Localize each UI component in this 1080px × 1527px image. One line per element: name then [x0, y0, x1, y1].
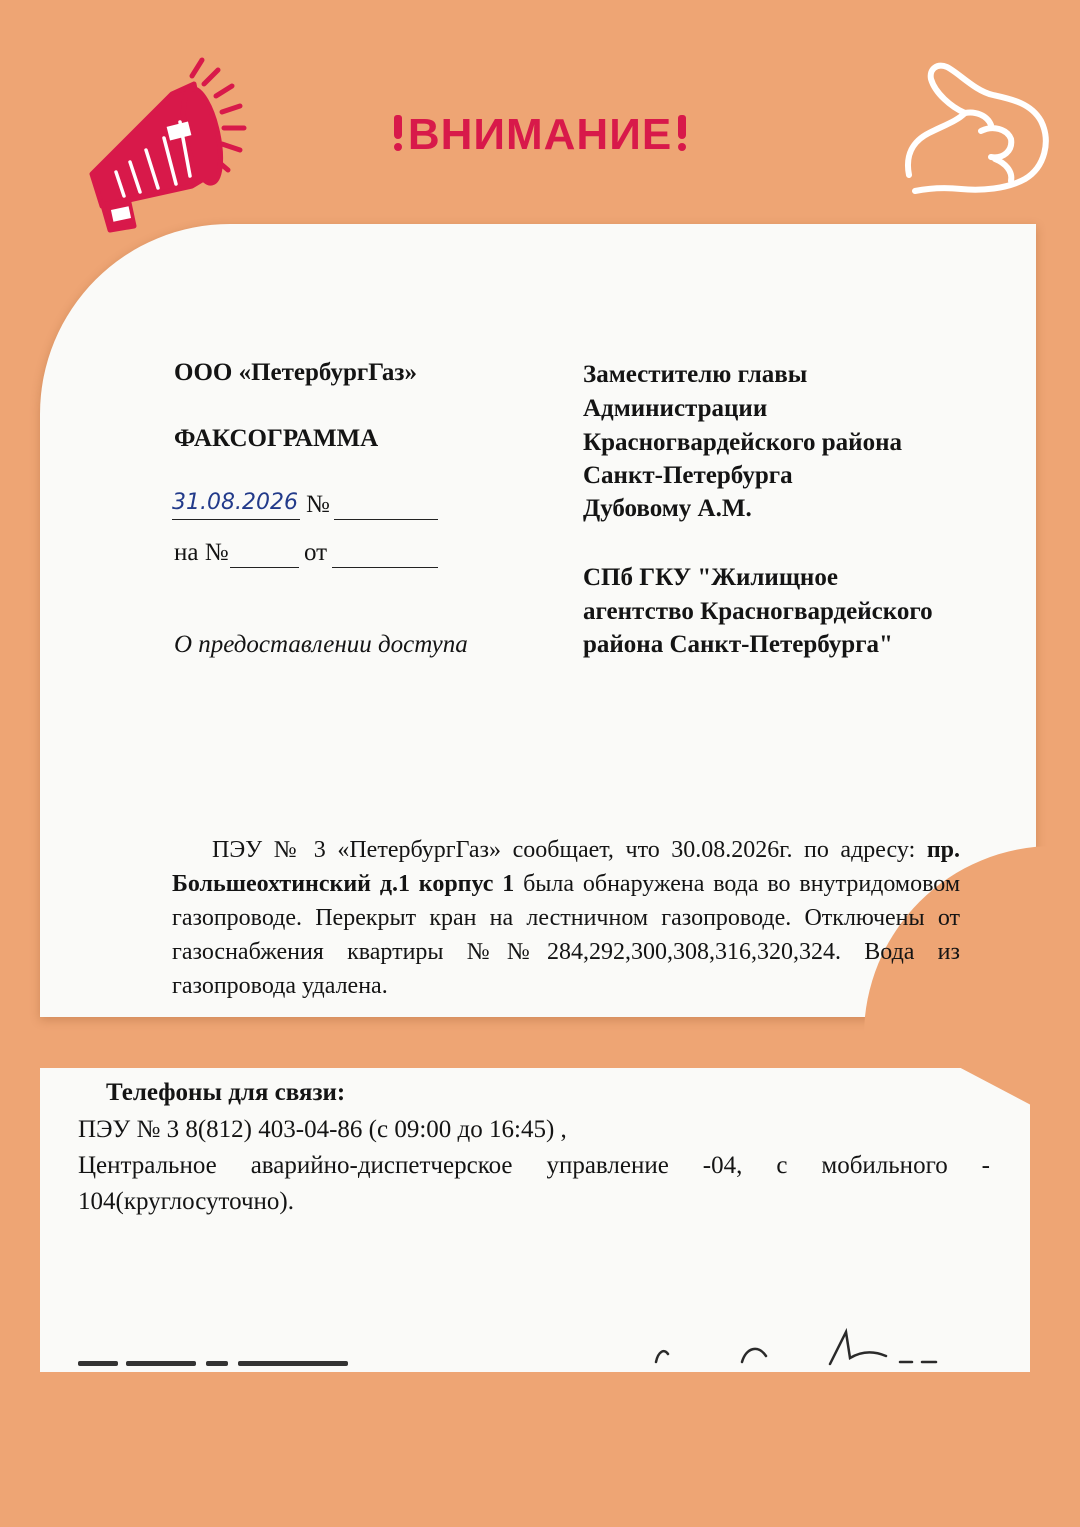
- recipient-line: агентство Красногвардейского: [583, 598, 933, 625]
- exclamation-icon: [392, 115, 404, 151]
- exclamation-icon: [676, 115, 688, 151]
- recipient-line: Красногвардейского района: [583, 429, 902, 456]
- number-label: №: [306, 491, 330, 518]
- recipient-line: района Санкт-Петербурга": [583, 631, 893, 658]
- recipient-line: Заместителю главы: [583, 361, 808, 388]
- cropped-text-fragment: [78, 1352, 368, 1366]
- date-underline: [172, 519, 300, 520]
- incident-address: пр. Большеохтинский д.1 корпус 1: [172, 837, 960, 897]
- from-underline: [332, 567, 438, 568]
- pointing-hand-icon: [895, 55, 1055, 205]
- document-type: ФАКСОГРАММА: [174, 425, 379, 452]
- sender-name: ООО «ПетербургГаз»: [174, 359, 417, 386]
- contacts-text: [78, 1112, 990, 1220]
- reference-label: на №: [174, 539, 229, 566]
- contact-line: Центральное аварийно-диспетчерское управление -04, с мобильного -: [78, 1152, 990, 1179]
- contact-line: 104(круглосуточно).: [78, 1188, 294, 1215]
- number-underline: [334, 519, 438, 520]
- recipient-line: СПб ГКУ "Жилищное: [583, 564, 838, 591]
- recipient-line: Дубовому А.М.: [583, 495, 752, 522]
- recipient-line: Санкт-Петербурга: [583, 462, 793, 489]
- reference-underline: [230, 567, 299, 568]
- contact-line: ПЭУ № 3 8(812) 403-04-86 (с 09:00 до 16:45) ,: [78, 1116, 567, 1143]
- attention-heading: ВНИМАНИЕ: [0, 110, 1080, 160]
- contacts-heading: Телефоны для связи:: [106, 1079, 346, 1106]
- from-label: от: [304, 539, 328, 566]
- signature-fragment: [650, 1322, 950, 1366]
- subject-line: О предоставлении доступа: [174, 631, 468, 658]
- message-body: ПЭУ № 3 «ПетербургГаз» сообщает, что 30.08.2026г. по адресу: пр. Большеохтинский д.1 корпус 1 была обнаружена вода во внутридомовом газопроводе. Перекрыт кран на лестничном газопроводе. Отключены от газоснабжения квартиры №№284,292,300,308,316,320,324. Вода из газопровода удалена.: [172, 837, 961, 999]
- recipient-line: Администрации: [583, 395, 768, 422]
- handwritten-date: 31.08.2026: [172, 490, 298, 515]
